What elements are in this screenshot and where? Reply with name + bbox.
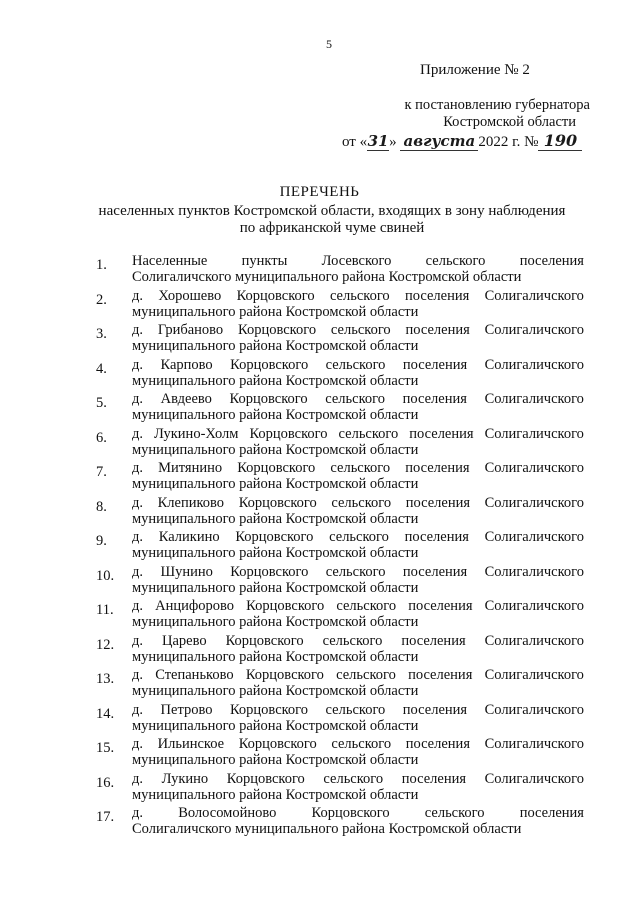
list-item-text-line-2: муниципального района Костромской области (132, 372, 419, 389)
list-item-number: 2. (96, 291, 107, 308)
list-item-text-line-1: д. Степаньково Корцовского сельского поселения Солигаличского (132, 667, 584, 683)
list-item-number: 14. (96, 705, 115, 722)
list-item-text-line-1: д. Шунино Корцовского сельского поселения Солигаличского (132, 563, 584, 580)
list-item-text-line-2: муниципального района Костромской области (132, 476, 419, 492)
list-item (96, 460, 588, 495)
list-item-number: 13. (96, 671, 115, 687)
list-item-text-line-2: муниципального района Костромской области (132, 545, 419, 561)
list-item-text-line-1: д. Петрово Корцовского сельского поселения Солигаличского (132, 701, 584, 718)
list-item (96, 495, 588, 530)
list-item-text-line-1: Населенные пункты Лосевского сельского поселения (132, 253, 584, 269)
list-item-number: 7. (96, 464, 107, 480)
document-subtitle: населенных пунктов Костромской области, входящих в зону наблюдения по африканской чуме свиней (98, 203, 566, 236)
list-item (96, 633, 588, 668)
list-item-text-line-2: муниципального района Костромской области (132, 683, 419, 699)
decree-quote-close: » (389, 134, 397, 150)
decree-reference-line-1: к постановлению губернатора (404, 97, 590, 113)
list-item-number: 3. (96, 326, 107, 342)
list-item-number: 8. (96, 498, 107, 515)
list-item-number: 4. (96, 360, 107, 377)
decree-reference (0, 97, 590, 131)
list-item-text-line-1: д. Митянино Корцовского сельского поселения Солигаличского (132, 460, 584, 476)
list-item-text-line-2: муниципального района Костромской области (132, 441, 419, 458)
list-item-text-line-1: д. Волосомойново Корцовского сельского поселения (132, 805, 584, 821)
list-item-number: 11. (96, 602, 114, 618)
list-item-number: 10. (96, 567, 115, 584)
list-item-number: 16. (96, 774, 115, 791)
list-item (96, 426, 588, 461)
list-item-number: 15. (96, 740, 115, 756)
list-item (96, 598, 588, 633)
list-item-text-line-1: д. Лукино-Холм Корцовского сельского поселения Солигаличского (132, 425, 584, 442)
decree-prefix: от « (342, 134, 368, 150)
appendix-heading: Приложение № 2 (420, 62, 530, 78)
list-item-text-line-1: д. Анцифорово Корцовского сельского поселения Солигаличского (132, 598, 584, 614)
list-item-text-line-1: д. Ильинское Корцовского сельского поселения Солигаличского (132, 736, 584, 752)
list-item-text-line-2: муниципального района Костромской области (132, 407, 419, 423)
page-number: 5 (326, 37, 332, 51)
list-item-number: 1. (96, 257, 107, 273)
list-item (96, 391, 588, 426)
decree-month-handwritten: августа (400, 132, 478, 151)
decree-reference-line-2: Костромской области (443, 114, 576, 130)
list-item (96, 357, 588, 392)
list-item-text-line-1: д. Лукино Корцовского сельского поселения Солигаличского (132, 770, 584, 787)
decree-number-handwritten: 190 (538, 131, 582, 151)
list-item (96, 736, 588, 771)
list-item-text-line-2: муниципального района Костромской области (132, 786, 419, 803)
list-item-number: 6. (96, 429, 107, 446)
decree-day-handwritten: 31 (367, 132, 389, 150)
list-item (96, 771, 588, 806)
list-item-number: 9. (96, 533, 107, 549)
list-item-text-line-2: муниципального района Костромской области (132, 648, 419, 665)
list-item-text-line-2: муниципального района Костромской области (132, 752, 419, 768)
list-item-text-line-1: д. Хорошево Корцовского сельского поселения Солигаличского (132, 287, 584, 304)
settlement-list (96, 253, 588, 840)
list-item-number: 5. (96, 395, 107, 411)
list-item-text-line-1: д. Клепиково Корцовского сельского поселения Солигаличского (132, 494, 584, 511)
list-item-text-line-1: д. Каликино Корцовского сельского поселения Солигаличского (132, 529, 584, 545)
list-item-text-line-2: муниципального района Костромской области (132, 338, 419, 354)
list-item-text-line-2: муниципального района Костромской области (132, 579, 419, 596)
list-item (96, 288, 588, 323)
decree-year: 2022 г. № (478, 134, 539, 150)
list-item-text-line-1: д. Грибаново Корцовского сельского поселения Солигаличского (132, 322, 584, 338)
list-item-text-line-1: д. Карпово Корцовского сельского поселения Солигаличского (132, 356, 584, 373)
list-item-text-line-2: муниципального района Костромской области (132, 510, 419, 527)
decree-date-number (342, 131, 582, 151)
list-item (96, 529, 588, 564)
list-item (96, 322, 588, 357)
list-item (96, 564, 588, 599)
list-item-text-line-2: муниципального района Костромской области (132, 717, 419, 734)
list-item (96, 702, 588, 737)
list-item (96, 805, 588, 840)
list-item-text-line-2: муниципального района Костромской области (132, 614, 419, 630)
list-item-text-line-1: д. Авдеево Корцовского сельского поселения Солигаличского (132, 391, 584, 407)
list-item-text-line-2: Солигаличского муниципального района Костромской области (132, 821, 522, 837)
document-title: ПЕРЕЧЕНЬ (279, 184, 360, 200)
list-item-number: 17. (96, 809, 115, 825)
list-item-text-line-1: д. Царево Корцовского сельского поселения Солигаличского (132, 632, 584, 649)
list-item-number: 12. (96, 636, 115, 653)
list-item (96, 253, 588, 288)
list-item-text-line-2: Солигаличского муниципального района Костромской области (132, 269, 522, 285)
list-item (96, 667, 588, 702)
list-item-text-line-2: муниципального района Костромской области (132, 303, 419, 320)
